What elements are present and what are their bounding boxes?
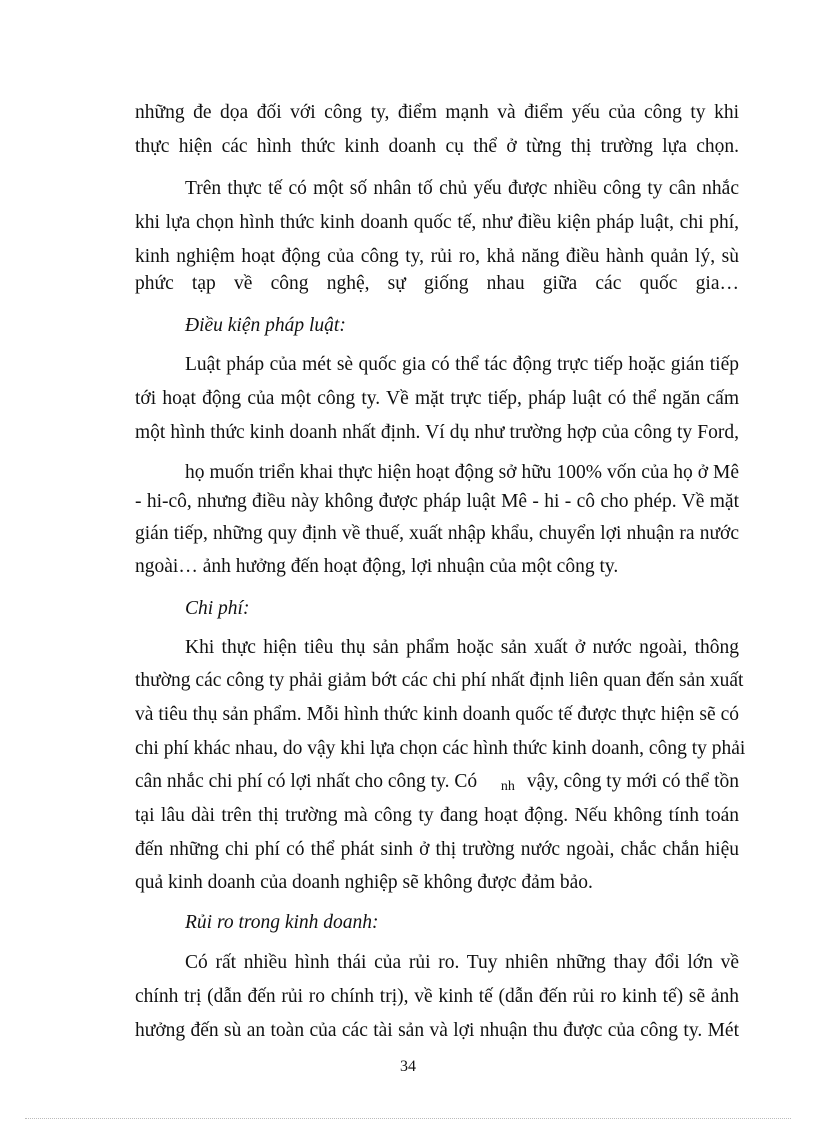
paragraph-start: Luật pháp của mét sè quốc gia có thể tác động trực tiếp hoặc gián tiếp (185, 354, 739, 375)
section-heading: Chi phí: (185, 598, 250, 619)
paragraph-start: Trên thực tế có một số nhân tố chủ yếu được nhiều công ty cân nhắc (185, 178, 739, 199)
text-fragment: cân nhắc chi phí có lợi nhất cho công ty. Có (135, 771, 478, 792)
text-line: tại lâu dài trên thị trường mà công ty đang hoạt động. Nếu không tính toán (135, 805, 739, 826)
text-line: thường các công ty phải giảm bớt các chi phí nhất định liên quan đến sản xuất (135, 670, 744, 691)
text-line: gián tiếp, những quy định về thuế, xuất nhập khẩu, chuyển lợi nhuận ra nước (135, 523, 739, 544)
section-heading: Rủi ro trong kinh doanh: (185, 912, 379, 933)
page-bottom-divider (25, 1118, 791, 1119)
text-line-split (135, 770, 739, 794)
text-line: đến những chi phí có thể phát sinh ở thị trường nước ngoài, chắc chắn hiệu (135, 839, 739, 860)
text-line: kinh nghiệm hoạt động của công ty, rủi ro, khả năng điều hành quản lý, sù (135, 246, 739, 267)
section-heading: Điều kiện pháp luật: (185, 315, 346, 336)
text-fragment: vậy, công ty mới có thể tồn (526, 771, 739, 792)
text-line: phức tạp về công nghệ, sự giống nhau giữa các quốc gia… (135, 273, 739, 294)
text-line: thực hiện các hình thức kinh doanh cụ thể ở từng thị trường lựa chọn. (135, 136, 739, 157)
text-line: tới hoạt động của một công ty. Về mặt trực tiếp, pháp luật có thể ngăn cấm (135, 388, 739, 409)
text-line: khi lựa chọn hình thức kinh doanh quốc tế, như điều kiện pháp luật, chi phí, (135, 212, 739, 233)
text-line: và tiêu thụ sản phẩm. Mỗi hình thức kinh doanh quốc tế được thực hiện sẽ có (135, 704, 739, 725)
paragraph-start: Khi thực hiện tiêu thụ sản phẩm hoặc sản xuất ở nước ngoài, thông (185, 637, 739, 658)
text-fragment-sub: nh (500, 779, 515, 794)
text-line: quả kinh doanh của doanh nghiệp sẽ không được đảm bảo. (135, 872, 593, 893)
text-line: - hi-cô, nhưng điều này không được pháp luật Mê - hi - cô cho phép. Về mặt (135, 491, 739, 512)
text-fragment-group (501, 770, 739, 794)
paragraph-start: Có rất nhiều hình thái của rủi ro. Tuy nhiên những thay đổi lớn về (185, 952, 739, 973)
text-line: chi phí khác nhau, do vậy khi lựa chọn các hình thức kinh doanh, công ty phải (135, 738, 746, 759)
text-line: hưởng đến sù an toàn của các tài sản và lợi nhuận thu được của công ty. Mét (135, 1020, 739, 1041)
text-line: một hình thức kinh doanh nhất định. Ví dụ như trường hợp của công ty Ford, (135, 422, 739, 443)
text-line: chính trị (dẫn đến rủi ro chính trị), về kinh tế (dẫn đến rủi ro kinh tế) sẽ ảnh (135, 986, 739, 1007)
text-line: ngoài… ảnh hưởng đến hoạt động, lợi nhuận của một công ty. (135, 556, 619, 577)
page-number: 34 (400, 1058, 416, 1075)
text-line: những đe dọa đối với công ty, điểm mạnh và điểm yếu của công ty khi (135, 102, 739, 123)
text-line: họ muốn triển khai thực hiện hoạt động sở hữu 100% vốn của họ ở Mê (185, 462, 739, 483)
